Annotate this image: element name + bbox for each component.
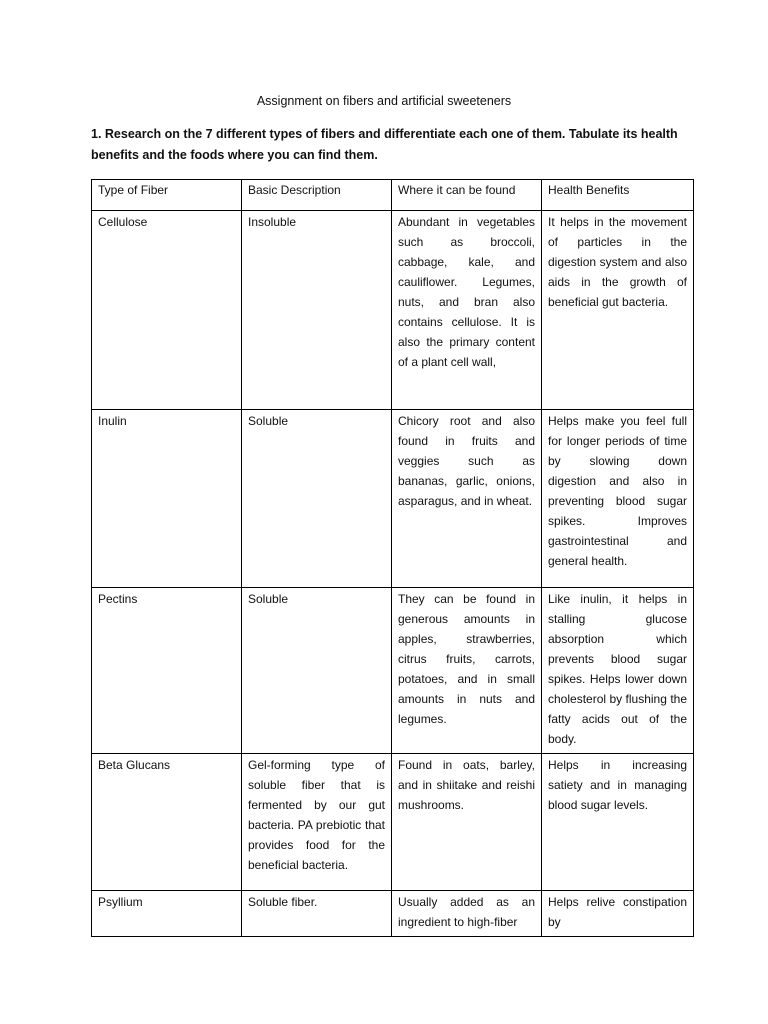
header-type-of-fiber: Type of Fiber <box>92 180 242 211</box>
table-row <box>92 211 694 410</box>
header-health-benefits: Health Benefits <box>542 180 694 211</box>
header-where-found: Where it can be found <box>392 180 542 211</box>
cell-health-benefits: Helps make you feel full for longer periods of time by slowing down digestion and also in preventing blood sugar spikes. Improves gastrointestinal and general health. <box>542 410 694 588</box>
table-header-row <box>92 180 694 211</box>
table-row <box>92 410 694 588</box>
cell-description: Gel-forming type of soluble fiber that is fermented by our gut bacteria. PA prebiotic that provides food for the beneficial bacteria. <box>242 754 392 891</box>
question-text: 1. Research on the 7 different types of fibers and differentiate each one of them. Tabulate its health benefits and the foods where you can find them. <box>91 127 678 162</box>
cell-where-found: Found in oats, barley, and in shiitake and reishi mushrooms. <box>392 754 542 891</box>
cell-where-found: They can be found in generous amounts in apples, strawberries, citrus fruits, carrots, potatoes, and in small amounts in nuts and legumes. <box>392 588 542 754</box>
cell-health-benefits: Helps in increasing satiety and in managing blood sugar levels. <box>542 754 694 891</box>
cell-health-benefits: It helps in the movement of particles in the digestion system and also aids in the growth of beneficial gut bacteria. <box>542 211 694 410</box>
cell-description: Soluble <box>242 588 392 754</box>
cell-fiber-type: Inulin <box>92 410 242 588</box>
table-row <box>92 588 694 754</box>
cell-description: Insoluble <box>242 211 392 410</box>
cell-description: Soluble <box>242 410 392 588</box>
cell-health-benefits: Like inulin, it helps in stalling glucose absorption which prevents blood sugar spikes. Helps lower down cholesterol by flushing the fatty acids out of the body. <box>542 588 694 754</box>
cell-fiber-type: Beta Glucans <box>92 754 242 891</box>
table-row <box>92 891 694 937</box>
cell-health-benefits: Helps relive constipation by <box>542 891 694 937</box>
fiber-table <box>91 179 694 937</box>
cell-fiber-type: Cellulose <box>92 211 242 410</box>
cell-description: Soluble fiber. <box>242 891 392 937</box>
cell-where-found: Abundant in vegetables such as broccoli, cabbage, kale, and cauliflower. Legumes, nuts, and bran also contains cellulose. It is also the primary content of a plant cell wall, <box>392 211 542 410</box>
header-basic-description: Basic Description <box>242 180 392 211</box>
cell-fiber-type: Pectins <box>92 588 242 754</box>
table-row <box>92 754 694 891</box>
cell-where-found: Chicory root and also found in fruits and veggies such as bananas, garlic, onions, asparagus, and in wheat. <box>392 410 542 588</box>
document-title: Assignment on fibers and artificial sweeteners <box>256 94 512 108</box>
cell-where-found: Usually added as an ingredient to high-fiber <box>392 891 542 937</box>
cell-fiber-type: Psyllium <box>92 891 242 937</box>
